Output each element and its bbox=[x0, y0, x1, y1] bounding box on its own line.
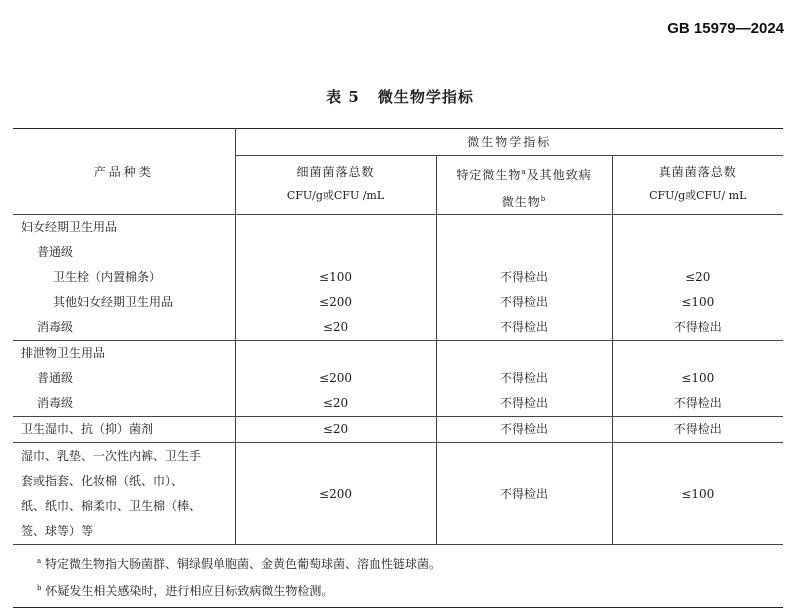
row-value: 不得检出 bbox=[436, 391, 612, 417]
footnote-mark: b bbox=[540, 195, 547, 203]
row-value: ≤100 bbox=[235, 265, 436, 290]
table-title-text: 微生物学指标 bbox=[377, 88, 474, 106]
table-row bbox=[13, 366, 783, 391]
row-label-line: 湿巾、乳垫、一次性内裤、卫生手 bbox=[21, 449, 202, 463]
table-row bbox=[13, 315, 783, 341]
row-value bbox=[612, 215, 783, 241]
column-name-part: 特定微生物 bbox=[456, 168, 522, 182]
row-value: ≤20 bbox=[235, 417, 436, 443]
footnote bbox=[37, 549, 783, 576]
row-value bbox=[235, 240, 436, 265]
row-label bbox=[13, 443, 235, 545]
table-title bbox=[0, 86, 800, 107]
table-row bbox=[13, 215, 783, 241]
row-value: 不得检出 bbox=[436, 417, 612, 443]
row-label: 妇女经期卫生用品 bbox=[21, 220, 118, 234]
row-value: ≤100 bbox=[612, 443, 783, 545]
row-value bbox=[436, 240, 612, 265]
row-value: ≤200 bbox=[235, 366, 436, 391]
row-value: ≤100 bbox=[612, 366, 783, 391]
column-header-bacteria bbox=[235, 156, 436, 215]
row-label: 普通级 bbox=[37, 371, 74, 385]
footnote bbox=[37, 576, 783, 603]
notes-cell bbox=[13, 545, 783, 608]
footnote-mark: a bbox=[521, 168, 527, 176]
table-row bbox=[13, 290, 783, 315]
table-row bbox=[13, 391, 783, 417]
row-label: 卫生湿巾、抗（抑）菌剂 bbox=[13, 417, 235, 443]
footnote-mark: a bbox=[37, 557, 42, 565]
row-value bbox=[612, 341, 783, 367]
column-name-part: 及其他致病 bbox=[526, 168, 592, 182]
group-header: 微生物学指标 bbox=[235, 129, 783, 156]
row-value: ≤200 bbox=[235, 443, 436, 545]
table-row bbox=[13, 265, 783, 290]
microbiology-table bbox=[13, 128, 783, 608]
row-label: 卫生栓（内置棉条） bbox=[53, 270, 162, 284]
row-label-line: 套或指套、化妆棉（纸、巾）、 bbox=[21, 474, 184, 488]
row-label-line: 纸、纸巾、棉柔巾、卫生棉（棒、 bbox=[21, 499, 202, 513]
row-value: ≤200 bbox=[235, 290, 436, 315]
row-value bbox=[436, 215, 612, 241]
row-value: 不得检出 bbox=[436, 290, 612, 315]
table-row bbox=[13, 341, 783, 367]
column-unit: CFU/g或CFU/ mL bbox=[649, 189, 747, 202]
row-value bbox=[436, 341, 612, 367]
column-name: 真菌菌落总数 bbox=[658, 165, 737, 179]
table-row bbox=[13, 443, 783, 545]
column-header-fungi bbox=[612, 156, 783, 215]
row-label: 普通级 bbox=[37, 245, 74, 259]
column-header-pathogens bbox=[436, 156, 612, 215]
row-value: 不得检出 bbox=[436, 315, 612, 341]
row-label: 排泄物卫生用品 bbox=[21, 346, 106, 360]
category-header: 产品种类 bbox=[13, 129, 235, 215]
footnote-text: 特定微生物指大肠菌群、铜绿假单胞菌、金黄色葡萄球菌、溶血性链球菌。 bbox=[45, 557, 442, 571]
row-value: ≤20 bbox=[235, 391, 436, 417]
row-value bbox=[235, 215, 436, 241]
row-value bbox=[235, 341, 436, 367]
footnote-text: 怀疑发生相关感染时，进行相应目标致病微生物检测。 bbox=[45, 584, 334, 598]
table-row bbox=[13, 240, 783, 265]
column-unit: CFU/g或CFU /mL bbox=[286, 189, 385, 202]
row-label: 消毒级 bbox=[13, 391, 235, 417]
row-value: 不得检出 bbox=[612, 391, 783, 417]
row-value: ≤100 bbox=[612, 290, 783, 315]
footnote-mark: b bbox=[37, 584, 42, 592]
standard-code: GB 15979—2024 bbox=[667, 20, 784, 37]
row-label: 其他妇女经期卫生用品 bbox=[53, 295, 174, 309]
row-value: 不得检出 bbox=[436, 265, 612, 290]
column-name: 细菌菌落总数 bbox=[296, 165, 375, 179]
row-value bbox=[612, 240, 783, 265]
row-value: 不得检出 bbox=[436, 443, 612, 545]
row-label: 消毒级 bbox=[13, 315, 235, 341]
row-value: 不得检出 bbox=[612, 315, 783, 341]
row-label-line: 签、球等）等 bbox=[21, 524, 94, 538]
table-notes bbox=[13, 545, 783, 608]
row-value: ≤20 bbox=[235, 315, 436, 341]
row-value: 不得检出 bbox=[612, 417, 783, 443]
row-value: ≤20 bbox=[612, 265, 783, 290]
table-row bbox=[13, 417, 783, 443]
column-name-part: 微生物 bbox=[501, 195, 541, 209]
row-value: 不得检出 bbox=[436, 366, 612, 391]
table-number: 表 5 bbox=[326, 88, 360, 106]
